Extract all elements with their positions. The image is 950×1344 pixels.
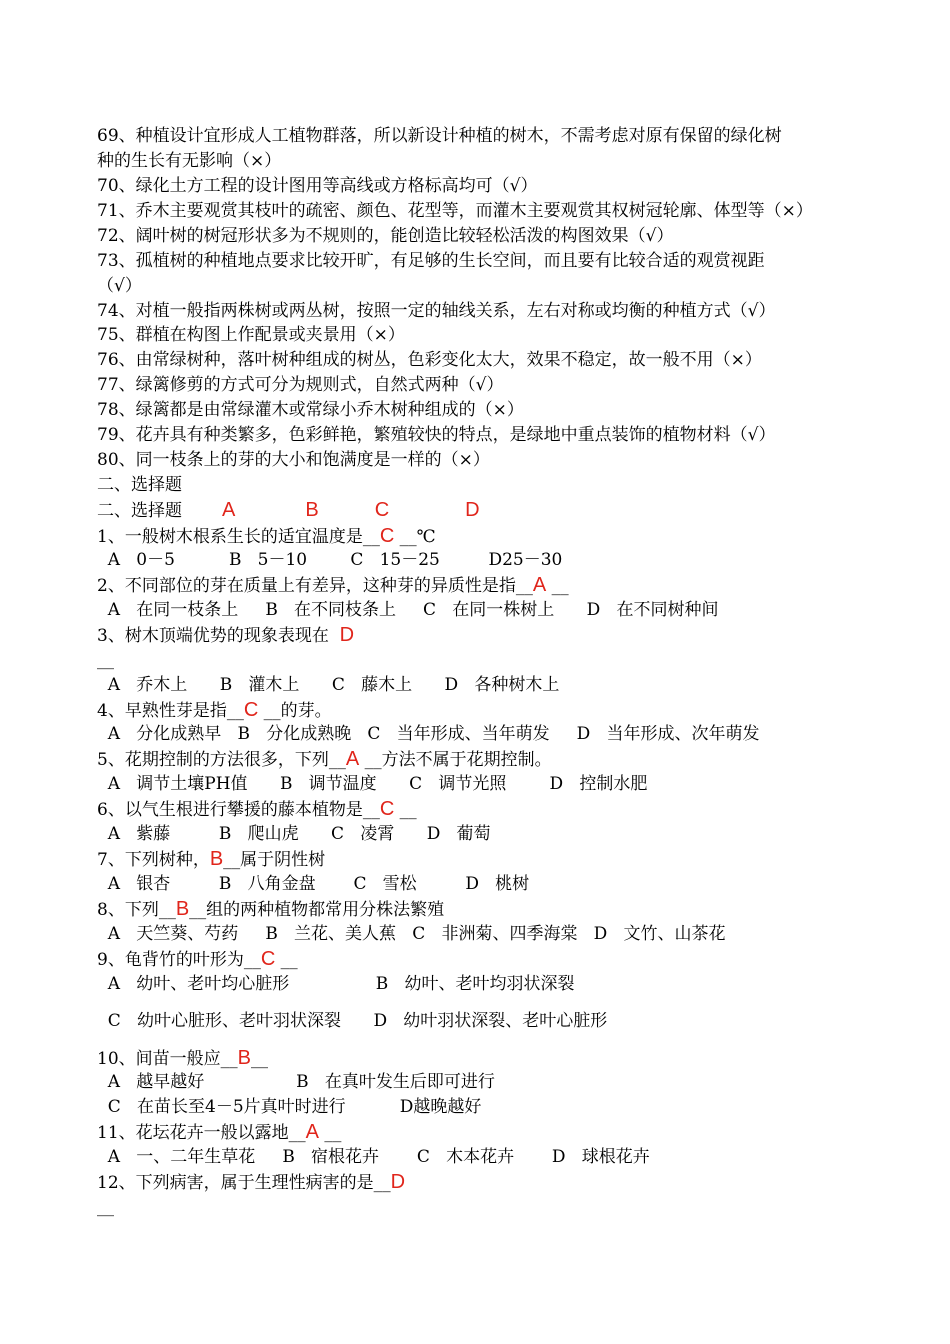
answer-letter: A bbox=[532, 574, 547, 596]
options-line: __ bbox=[97, 650, 114, 670]
answer-letter: C bbox=[379, 798, 395, 820]
options-line: A 一、二年生草花 B 宿根花卉 C 木本花卉 D 球根花卉 bbox=[97, 1147, 650, 1167]
answer-letter: D bbox=[465, 499, 480, 521]
judge-line: 78、绿篱都是由常绿灌木或常绿小乔木树种组成的（×） bbox=[97, 400, 524, 420]
judge-line: 种的生长有无影响（×） bbox=[97, 151, 282, 171]
answer-letter: A bbox=[345, 748, 360, 770]
question-line: 2、不同部位的芽在质量上有差异，这种芽的异质性是指__A __ bbox=[97, 574, 569, 596]
judge-line: 75、群植在构图上作配景或夹景用（×） bbox=[97, 325, 405, 345]
options-line: A 乔木上 B 灌木上 C 藤木上 D 各种树木上 bbox=[97, 675, 560, 695]
question-line: 5、花期控制的方法很多，下列__A __方法不属于花期控制。 bbox=[97, 748, 552, 770]
question-line: 4、早熟性芽是指__C __的芽。 bbox=[97, 699, 332, 721]
answer-letter: B bbox=[209, 848, 224, 870]
judge-line: 80、同一枝条上的芽的大小和饱满度是一样的（×） bbox=[97, 450, 490, 470]
judge-line: 79、花卉具有种类繁多，色彩鲜艳，繁殖较快的特点，是绿地中重点装饰的植物材料（√） bbox=[97, 425, 776, 445]
answer-letter: A bbox=[305, 1121, 319, 1143]
options-line: C 在苗长至4－5片真叶时进行 D越晚越好 bbox=[97, 1097, 482, 1117]
judge-line: 73、孤植树的种植地点要求比较开旷，有足够的生长空间，而且要有比较合适的观赏视距 bbox=[97, 251, 765, 271]
options-line: C 幼叶心脏形、老叶羽状深裂 D 幼叶羽状深裂、老叶心脏形 bbox=[97, 1011, 608, 1031]
options-line: A 天竺葵、芍药 B 兰花、美人蕉 C 非洲菊、四季海棠 D 文竹、山茶花 bbox=[97, 924, 726, 944]
options-line: A 调节土壤PH值 B 调节温度 C 调节光照 D 控制水肥 bbox=[97, 774, 648, 794]
answer-letter: B bbox=[305, 499, 319, 521]
answer-letter: D bbox=[390, 1171, 406, 1193]
options-line: A 幼叶、老叶均心脏形 B 幼叶、老叶均羽状深裂 bbox=[97, 974, 575, 994]
question-line: 6、以气生根进行攀援的藤本植物是__C __ bbox=[97, 798, 417, 820]
answer-letter: B bbox=[175, 898, 190, 920]
options-line: A 银杏 B 八角金盘 C 雪松 D 桃树 bbox=[97, 874, 530, 894]
question-line: 11、花坛花卉一般以露地__A __ bbox=[97, 1121, 342, 1143]
options-line: __ bbox=[97, 1197, 114, 1217]
question-line: 7、下列树种，B__属于阴性树 bbox=[97, 848, 326, 870]
question-line: 10、间苗一般应__B__ bbox=[97, 1047, 268, 1069]
judge-line: 76、由常绿树种，落叶树种组成的树丛，色彩变化太大，效果不稳定，故一般不用（×） bbox=[97, 350, 762, 370]
options-line: A 分化成熟早 B 分化成熟晚 C 当年形成、当年萌发 D 当年形成、次年萌发 bbox=[97, 724, 760, 744]
answer-letter: C bbox=[374, 499, 390, 521]
question-line: 9、龟背竹的叶形为__C __ bbox=[97, 948, 298, 970]
judge-line: 72、阔叶树的树冠形状多为不规则的，能创造比较轻松活泼的构图效果（√） bbox=[97, 226, 674, 246]
options-line: A 在同一枝条上 B 在不同枝条上 C 在同一株树上 D 在不同树种间 bbox=[97, 600, 719, 620]
options-line: A 0－5 B 5－10 C 15－25 D25－30 bbox=[97, 550, 563, 570]
answer-letter: B bbox=[237, 1047, 251, 1069]
answer-letter: C bbox=[260, 948, 276, 970]
judge-line: 70、绿化土方工程的设计图用等高线或方格标高均可（√） bbox=[97, 176, 538, 196]
answer-letter: D bbox=[339, 624, 355, 646]
judge-line: 71、乔木主要观赏其枝叶的疏密、颜色、花型等，而灌木主要观赏其权树冠轮廓、体型等（×） bbox=[97, 201, 813, 221]
answer-letter: C bbox=[379, 525, 395, 547]
section-heading-answers: 二、选择题 A B C D bbox=[97, 499, 480, 521]
question-line: 3、树木顶端优势的现象表现在 D bbox=[97, 624, 355, 646]
options-line: A 紫藤 B 爬山虎 C 凌霄 D 葡萄 bbox=[97, 824, 491, 844]
answer-letter: A bbox=[222, 499, 236, 521]
question-line: 1、一般树木根系生长的适宜温度是__C __℃ bbox=[97, 525, 436, 547]
question-line: 12、下列病害，属于生理性病害的是__D bbox=[97, 1171, 406, 1193]
section-heading: 二、选择题 bbox=[97, 475, 182, 495]
question-line: 8、下列__B__组的两种植物都常用分株法繁殖 bbox=[97, 898, 445, 920]
judge-line: 77、绿篱修剪的方式可分为规则式，自然式两种（√） bbox=[97, 375, 504, 395]
options-line: A 越早越好 B 在真叶发生后即可进行 bbox=[97, 1072, 495, 1092]
judge-line: （√） bbox=[97, 276, 142, 296]
judge-line: 74、对植一般指两株树或两丛树，按照一定的轴线关系，左右对称或均衡的种植方式（√） bbox=[97, 301, 776, 321]
judge-line: 69、种植设计宜形成人工植物群落，所以新设计种植的树木，不需考虑对原有保留的绿化树 bbox=[97, 126, 782, 146]
answer-letter: C bbox=[243, 699, 259, 721]
